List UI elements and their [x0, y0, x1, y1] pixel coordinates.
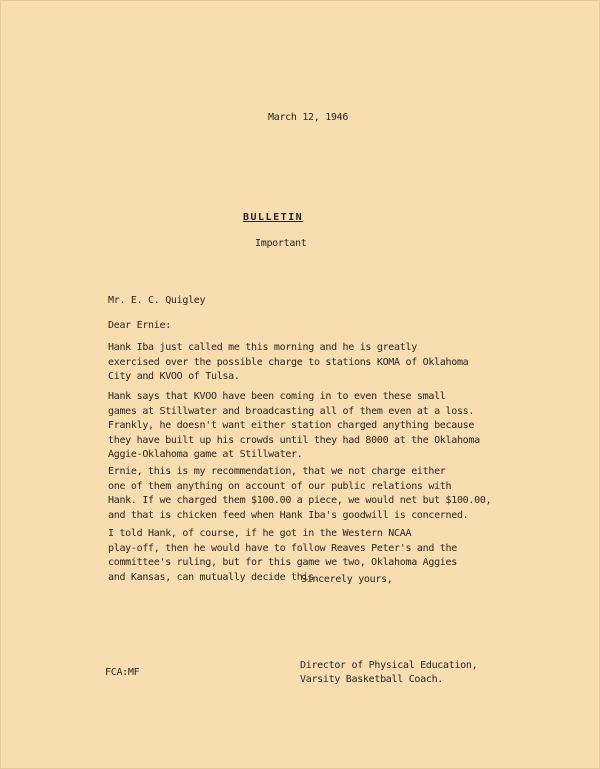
paragraph-line: they have built up his crowds until they had 8000 at the Oklahoma [108, 434, 480, 446]
signature-title-1: Director of Physical Education, [300, 660, 478, 671]
paragraph-line: one of them anything on account of our public relations with [108, 480, 452, 492]
reference-initials: FCA:MF [105, 667, 140, 678]
paragraph-line: Hank Iba just called me this morning and he is greatly [108, 342, 417, 353]
paragraph-line: Hank. If we charged them $100.00 a piece, we would net but $100.00, [108, 495, 492, 506]
paragraph-line: City and KVOO of Tulsa. [108, 371, 240, 382]
letter-date: March 12, 1946 [268, 112, 349, 123]
paragraph-3 [108, 465, 508, 523]
paragraph-line: I told Hank, of course, if he got in the Western NCAA [108, 528, 412, 539]
paragraph-line: play-off, then he would have to follow Reaves Peter's and the [108, 542, 457, 554]
paragraph-line: Aggie-Oklahoma game at Stillwater. [108, 449, 303, 460]
closing: Sincerely yours, [301, 574, 393, 585]
paragraph-2 [108, 390, 508, 463]
paragraph-line: exercised over the possible charge to stations KOMA of Oklahoma [108, 356, 469, 368]
paragraph-line: Frankly, he doesn't want either station charged anything because [108, 420, 475, 431]
paragraph-line: games at Stillwater and broadcasting all of them even at a loss. [108, 405, 475, 417]
paragraph-line: Hank says that KVOO have been coming in to even these small [108, 391, 446, 402]
paragraph-line: and Kansas, can mutually decide this. [108, 571, 320, 583]
paragraph-line: and that is chicken feed when Hank Iba's goodwill is concerned. [108, 509, 469, 521]
signature-title-2: Varsity Basketball Coach. [300, 674, 444, 685]
salutation: Dear Ernie: [108, 320, 171, 331]
paragraph-line: Ernie, this is my recommendation, that we not charge either [108, 466, 446, 477]
paragraph-1 [108, 341, 508, 385]
paragraph-line: committee's ruling, but for this game we two, Oklahoma Aggies [108, 557, 457, 568]
recipient-name: Mr. E. C. Quigley [108, 295, 206, 306]
bulletin-heading: BULLETIN [243, 212, 304, 223]
important-label: Important [255, 238, 307, 249]
